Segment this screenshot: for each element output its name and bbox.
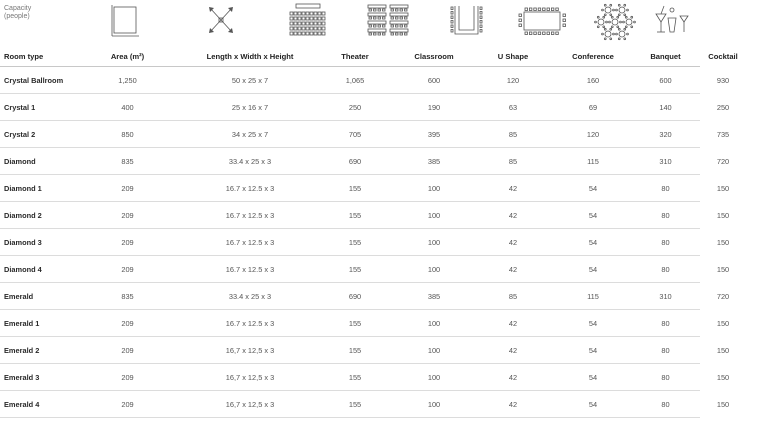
- cell-cocktail: 150: [716, 183, 730, 193]
- cell-banquet: 320: [659, 129, 672, 139]
- cell-room-type: Diamond: [4, 156, 36, 166]
- cell-dimensions: 16.7 x 12.5 x 3: [225, 318, 275, 328]
- table-row: [0, 148, 730, 175]
- cell-area: 1,250: [118, 75, 137, 85]
- cell-theater: 1,065: [345, 75, 365, 85]
- table-row: [0, 121, 730, 148]
- caption-line-1: Capacity: [4, 5, 32, 12]
- cell-dimensions: 33.4 x 25 x 3: [228, 156, 272, 166]
- cell-conference: 54: [588, 210, 598, 220]
- cell-classroom: 100: [427, 372, 441, 382]
- cell-u-shape: 42: [508, 210, 518, 220]
- cell-area: 835: [121, 156, 134, 166]
- cell-theater: 155: [348, 399, 362, 409]
- cell-banquet: 80: [661, 264, 670, 274]
- cell-conference: 120: [586, 129, 600, 139]
- cell-cocktail: 150: [716, 318, 730, 328]
- cell-room-type: Diamond 3: [4, 237, 42, 247]
- cell-area: 850: [121, 129, 134, 139]
- dimensions-arrows-icon: [209, 7, 233, 33]
- cell-theater: 155: [348, 237, 362, 247]
- cell-cocktail: 735: [716, 129, 730, 139]
- cell-area: 209: [121, 318, 134, 328]
- header-conference: Conference: [572, 51, 614, 61]
- cell-banquet: 80: [661, 318, 670, 328]
- cell-area: 209: [121, 372, 134, 382]
- cell-classroom: 100: [427, 264, 441, 274]
- cell-area: 400: [121, 102, 134, 112]
- cell-classroom: 190: [427, 102, 441, 112]
- setup-icons-row: [0, 0, 700, 46]
- cell-u-shape: 42: [508, 264, 518, 274]
- cell-banquet: 310: [659, 156, 672, 166]
- u-shape-table-icon: [451, 6, 482, 34]
- cell-dimensions: 16,7 x 12,5 x 3: [225, 399, 275, 409]
- table-row: [0, 310, 730, 337]
- cocktail-glasses-icon: [656, 6, 688, 32]
- cell-room-type: Emerald 1: [4, 318, 40, 328]
- cell-classroom: 395: [427, 129, 441, 139]
- cell-area: 209: [121, 345, 134, 355]
- cell-room-type: Crystal 2: [4, 129, 36, 139]
- cell-conference: 54: [588, 237, 598, 247]
- cell-classroom: 385: [427, 291, 441, 301]
- cell-area: 209: [121, 183, 134, 193]
- cell-cocktail: 250: [716, 102, 730, 112]
- cell-dimensions: 25 x 16 x 7: [231, 102, 269, 112]
- cell-cocktail: 150: [716, 399, 730, 409]
- cell-area: 209: [121, 399, 134, 409]
- cell-theater: 690: [348, 156, 362, 166]
- cell-theater: 690: [348, 291, 362, 301]
- cell-banquet: 80: [661, 372, 670, 382]
- area-square-icon: [112, 5, 139, 36]
- table-row: [0, 364, 730, 391]
- cell-dimensions: 16.7 x 12.5 x 3: [225, 183, 275, 193]
- cell-u-shape: 42: [508, 318, 518, 328]
- cell-room-type: Emerald 3: [4, 372, 40, 382]
- cell-banquet: 80: [661, 399, 670, 409]
- cell-dimensions: 16,7 x 12,5 x 3: [225, 345, 275, 355]
- cell-theater: 155: [348, 318, 362, 328]
- cell-cocktail: 720: [716, 291, 730, 301]
- cell-u-shape: 120: [506, 75, 520, 85]
- cell-classroom: 100: [427, 345, 441, 355]
- conference-table-icon: [519, 8, 566, 35]
- table-row: [0, 94, 730, 121]
- cell-dimensions: 16.7 x 12.5 x 3: [225, 210, 275, 220]
- cell-dimensions: 16,7 x 12,5 x 3: [225, 372, 275, 382]
- cell-theater: 250: [348, 102, 362, 112]
- theater-seating-icon: [290, 4, 325, 35]
- cell-u-shape: 85: [508, 156, 518, 166]
- cell-room-type: Diamond 2: [4, 210, 42, 220]
- cell-u-shape: 42: [508, 183, 518, 193]
- cell-theater: 155: [348, 345, 362, 355]
- cell-conference: 69: [588, 102, 598, 112]
- cell-conference: 160: [586, 75, 600, 85]
- cell-u-shape: 85: [508, 291, 518, 301]
- cell-cocktail: 150: [716, 345, 730, 355]
- table-row: [0, 391, 730, 418]
- cell-dimensions: 33.4 x 25 x 3: [228, 291, 272, 301]
- header-cocktail: Cocktail: [708, 51, 738, 61]
- header-u-shape: U Shape: [497, 51, 529, 61]
- cell-banquet: 600: [659, 75, 672, 85]
- cell-area: 209: [121, 210, 134, 220]
- cell-banquet: 80: [661, 210, 670, 220]
- table-header: [0, 46, 738, 67]
- cell-banquet: 80: [661, 345, 670, 355]
- cell-theater: 705: [348, 129, 362, 139]
- table-row: [0, 337, 730, 364]
- cell-banquet: 310: [659, 291, 672, 301]
- cell-cocktail: 150: [716, 237, 730, 247]
- cell-u-shape: 42: [508, 399, 518, 409]
- cell-cocktail: 150: [716, 210, 730, 220]
- cell-room-type: Crystal Ballroom: [4, 75, 64, 85]
- cell-classroom: 385: [427, 156, 441, 166]
- cell-room-type: Emerald: [4, 291, 34, 301]
- cell-classroom: 100: [427, 183, 441, 193]
- cell-room-type: Emerald 2: [4, 345, 40, 355]
- header-classroom: Classroom: [414, 51, 454, 61]
- cell-area: 209: [121, 264, 134, 274]
- cell-conference: 115: [587, 156, 599, 166]
- cell-room-type: Crystal 1: [4, 102, 36, 112]
- cell-theater: 155: [348, 372, 362, 382]
- header-theater: Theater: [341, 51, 369, 61]
- cell-conference: 54: [588, 399, 598, 409]
- cell-dimensions: 50 x 25 x 7: [231, 75, 269, 85]
- header-banquet: Banquet: [650, 51, 681, 61]
- cell-conference: 54: [588, 345, 598, 355]
- classroom-seating-icon: [368, 5, 408, 35]
- table-row: [0, 67, 730, 94]
- caption-line-2: (people): [4, 13, 30, 20]
- table-row: [0, 283, 730, 310]
- cell-classroom: 100: [427, 318, 441, 328]
- cell-classroom: 100: [427, 399, 441, 409]
- cell-banquet: 80: [661, 237, 670, 247]
- table-row: [0, 175, 730, 202]
- banquet-round-tables-icon: [595, 4, 636, 39]
- header-area: Area (m²): [110, 51, 145, 61]
- cell-conference: 54: [588, 264, 598, 274]
- cell-cocktail: 150: [716, 372, 730, 382]
- table-row: [0, 202, 730, 229]
- cell-conference: 54: [588, 318, 598, 328]
- cell-classroom: 100: [427, 237, 441, 247]
- cell-cocktail: 150: [716, 264, 730, 274]
- cell-u-shape: 85: [508, 129, 518, 139]
- cell-area: 835: [121, 291, 134, 301]
- cell-theater: 155: [348, 210, 362, 220]
- cell-dimensions: 34 x 25 x 7: [231, 129, 269, 139]
- cell-room-type: Diamond 4: [4, 264, 42, 274]
- header-dimensions: Length x Width x Height: [206, 51, 294, 61]
- cell-classroom: 100: [427, 210, 441, 220]
- cell-conference: 54: [588, 372, 598, 382]
- cell-dimensions: 16.7 x 12.5 x 3: [225, 237, 275, 247]
- cell-area: 209: [121, 237, 134, 247]
- cell-theater: 155: [348, 264, 362, 274]
- table-row: [0, 229, 730, 256]
- cell-room-type: Emerald 4: [4, 399, 40, 409]
- cell-banquet: 80: [661, 183, 670, 193]
- cell-u-shape: 42: [508, 237, 518, 247]
- cell-u-shape: 42: [508, 345, 518, 355]
- cell-u-shape: 63: [508, 102, 518, 112]
- cell-conference: 115: [587, 291, 599, 301]
- cell-dimensions: 16.7 x 12.5 x 3: [225, 264, 275, 274]
- cell-conference: 54: [588, 183, 598, 193]
- cell-cocktail: 930: [716, 75, 730, 85]
- cell-cocktail: 720: [716, 156, 730, 166]
- cell-theater: 155: [348, 183, 362, 193]
- cell-classroom: 600: [427, 75, 441, 85]
- cell-room-type: Diamond 1: [4, 183, 42, 193]
- header-room-type: Room type: [4, 51, 44, 61]
- cell-u-shape: 42: [508, 372, 518, 382]
- cell-banquet: 140: [659, 102, 672, 112]
- table-row: [0, 256, 730, 283]
